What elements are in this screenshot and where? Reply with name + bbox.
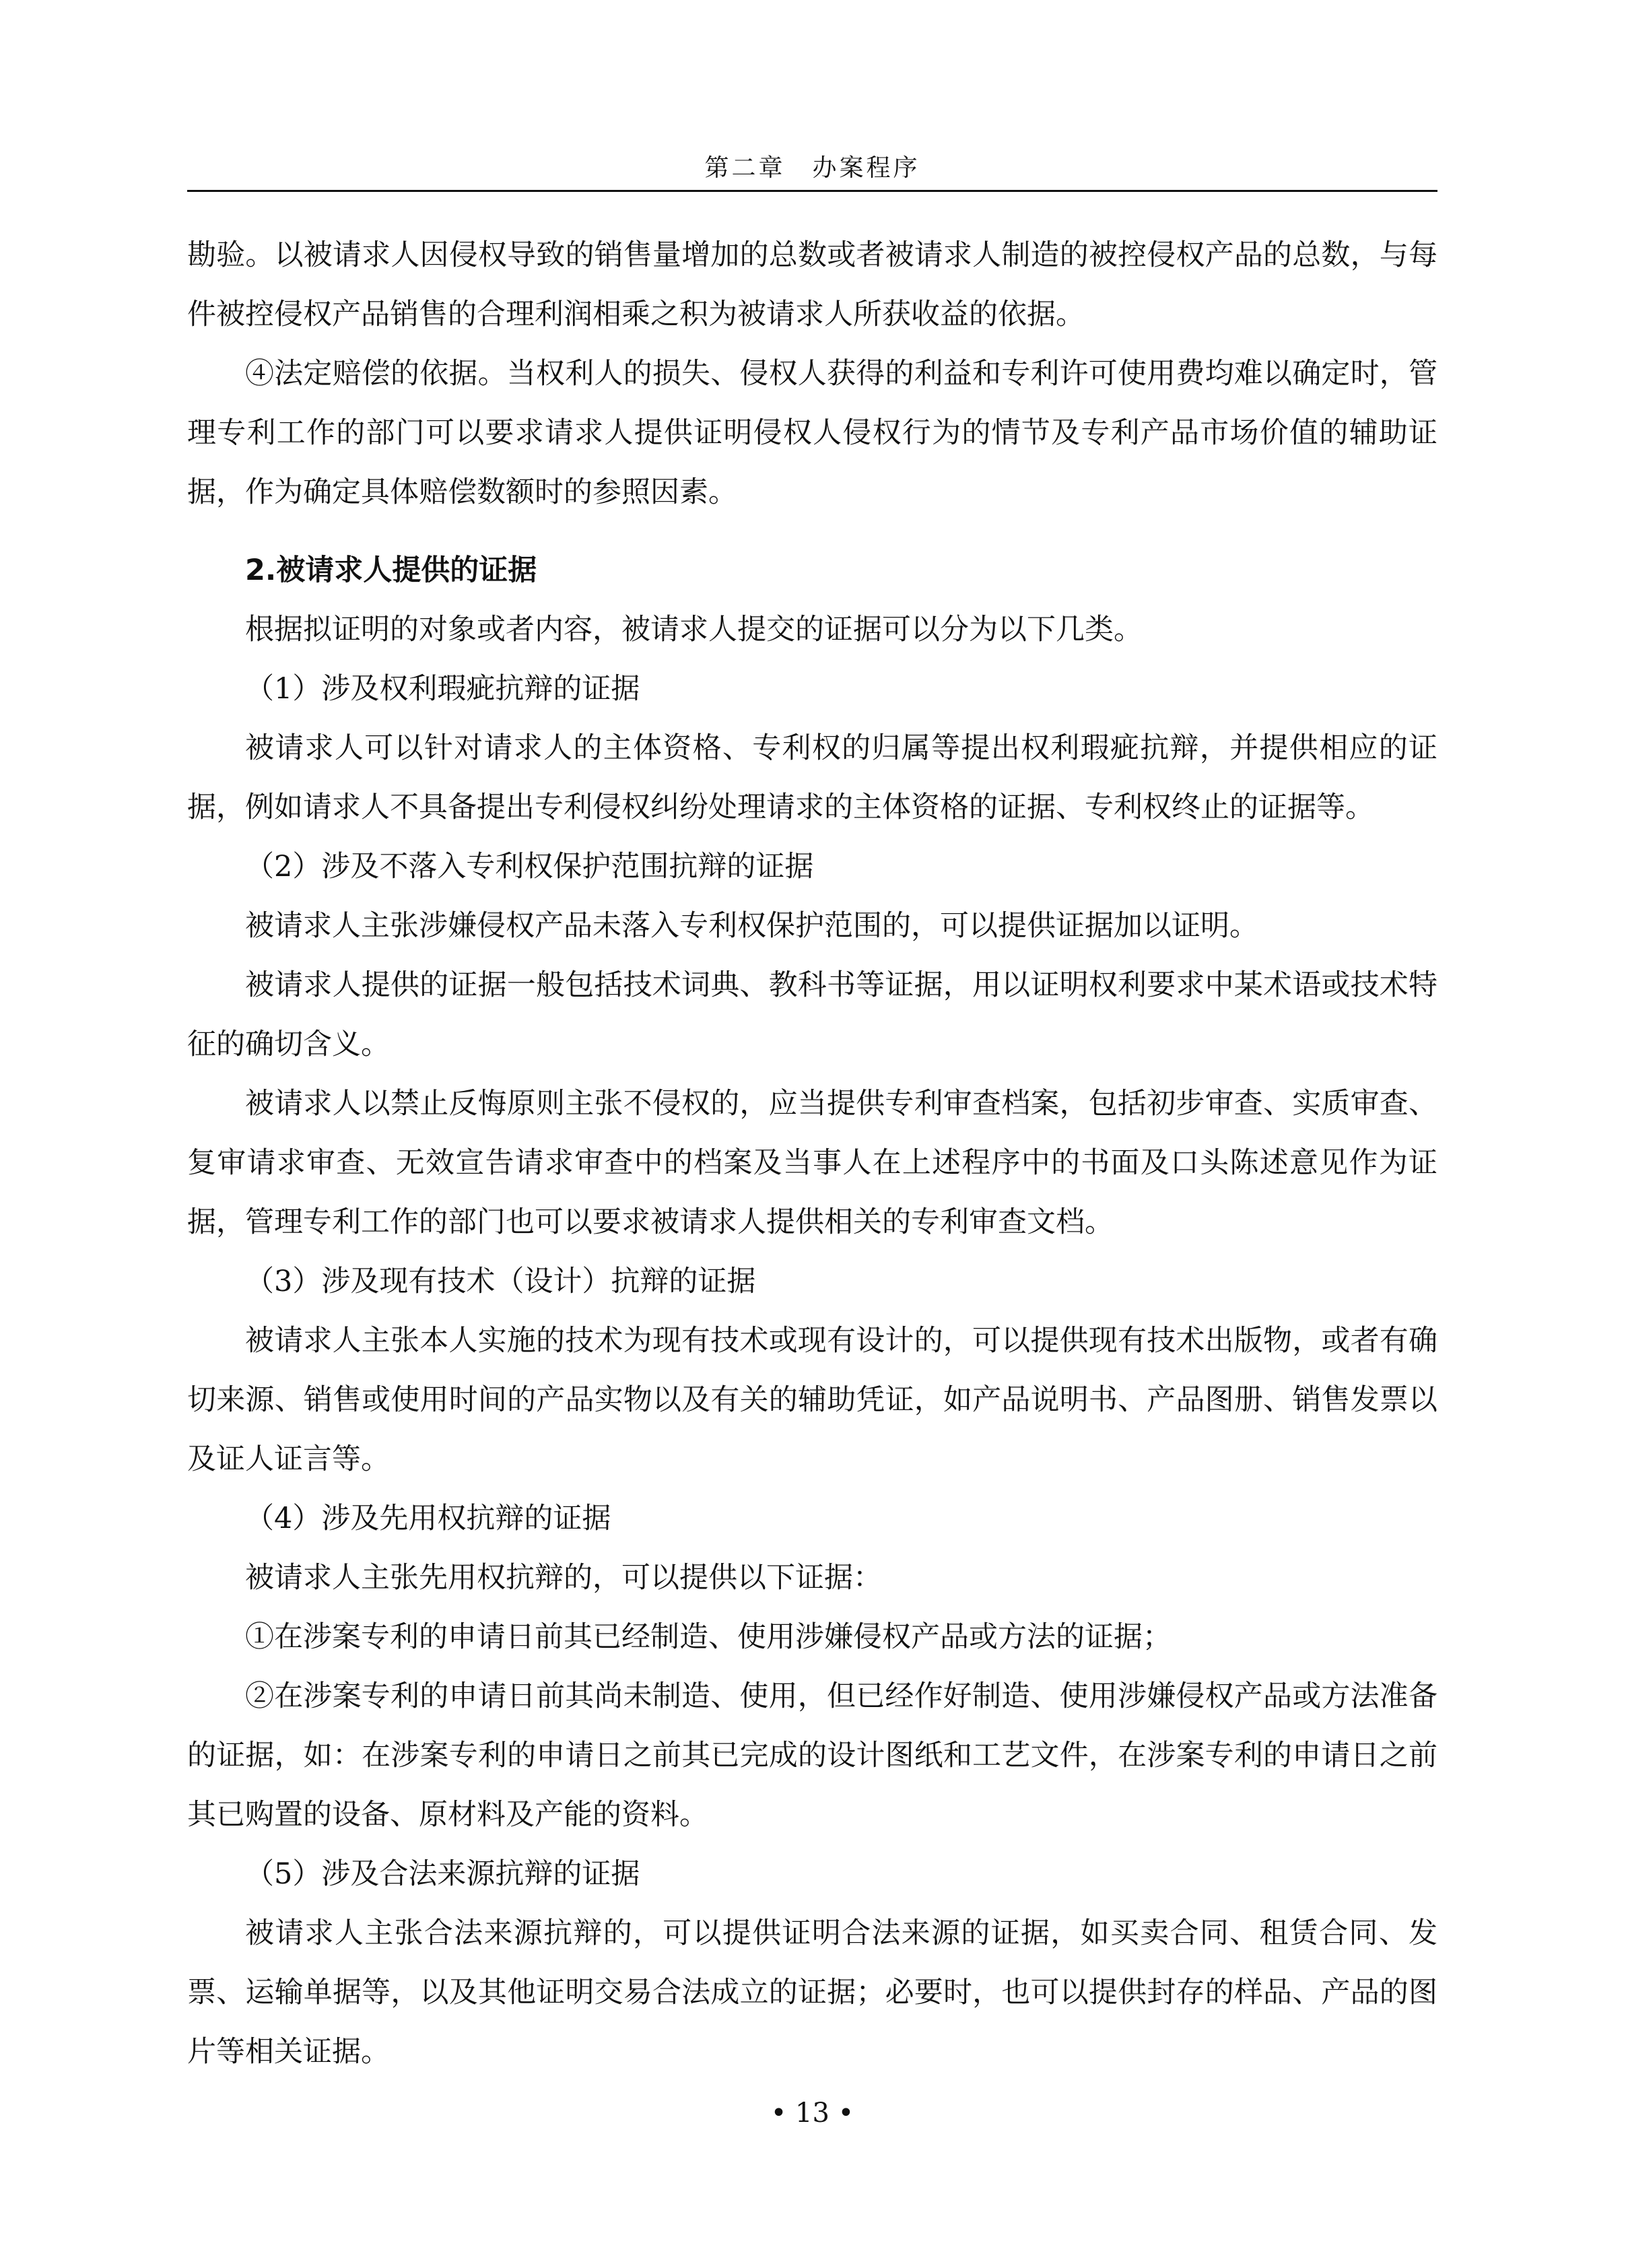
paragraph: 被请求人主张本人实施的技术为现有技术或现有设计的，可以提供现有技术出版物，或者有确切来源、销售或使用时间的产品实物以及有关的辅助凭证，如产品说明书、产品图册、销售发票以及证人证言等。 xyxy=(187,1324,1437,1476)
subsection-heading: （3）涉及现有技术（设计）抗辩的证据 xyxy=(245,1265,756,1298)
section-heading: 2.被请求人提供的证据 xyxy=(245,554,537,587)
subsection-heading: （5）涉及合法来源抗辩的证据 xyxy=(245,1857,640,1891)
paragraph: 被请求人主张先用权抗辩的，可以提供以下证据： xyxy=(245,1561,882,1595)
paragraph: 被请求人主张涉嫌侵权产品未落入专利权保护范围的，可以提供证据加以证明。 xyxy=(245,909,1258,943)
page-number: • 13 • xyxy=(770,2098,854,2129)
running-header: 第二章 办案程序 xyxy=(704,154,920,182)
subsection-heading: （2）涉及不落入专利权保护范围抗辩的证据 xyxy=(245,850,814,883)
paragraph: 根据拟证明的对象或者内容，被请求人提交的证据可以分为以下几类。 xyxy=(245,613,1143,646)
paragraph: 被请求人提供的证据一般包括技术词典、教科书等证据，用以证明权利要求中某术语或技术特征的确切含义。 xyxy=(187,968,1437,1061)
list-item: ②在涉案专利的申请日前其尚未制造、使用，但已经作好制造、使用涉嫌侵权产品或方法准备的证据，如：在涉案专利的申请日之前其已完成的设计图纸和工艺文件，在涉案专利的申请日之前其已购置的设备、原材料及产能的资料。 xyxy=(187,1679,1437,1832)
subsection-heading: （1）涉及权利瑕疵抗辩的证据 xyxy=(245,672,640,706)
paragraph: 被请求人主张合法来源抗辩的，可以提供证明合法来源的证据，如买卖合同、租赁合同、发票、运输单据等，以及其他证明交易合法成立的证据；必要时，也可以提供封存的样品、产品的图片等相关证据。 xyxy=(187,1916,1437,2069)
subsection-heading: （4）涉及先用权抗辩的证据 xyxy=(245,1502,611,1535)
header-rule xyxy=(187,190,1437,192)
paragraph-continuation: 勘验。以被请求人因侵权导致的销售量增加的总数或者被请求人制造的被控侵权产品的总数，与每件被控侵权产品销售的合理利润相乘之积为被请求人所获收益的依据。 xyxy=(187,238,1437,331)
body-text xyxy=(187,226,1437,2081)
list-item: ①在涉案专利的申请日前其已经制造、使用涉嫌侵权产品或方法的证据； xyxy=(245,1620,1172,1654)
paragraph: ④法定赔偿的依据。当权利人的损失、侵权人获得的利益和专利许可使用费均难以确定时，管理专利工作的部门可以要求请求人提供证明侵权人侵权行为的情节及专利产品市场价值的辅助证据，作为确定具体赔偿数额时的参照因素。 xyxy=(187,357,1437,509)
paragraph: 被请求人可以针对请求人的主体资格、专利权的归属等提出权利瑕疵抗辩，并提供相应的证据，例如请求人不具备提出专利侵权纠纷处理请求的主体资格的证据、专利权终止的证据等。 xyxy=(187,731,1437,824)
paragraph: 被请求人以禁止反悔原则主张不侵权的，应当提供专利审查档案，包括初步审查、实质审查、复审请求审查、无效宣告请求审查中的档案及当事人在上述程序中的书面及口头陈述意见作为证据，管理专利工作的部门也可以要求被请求人提供相关的专利审查文档。 xyxy=(187,1087,1437,1239)
